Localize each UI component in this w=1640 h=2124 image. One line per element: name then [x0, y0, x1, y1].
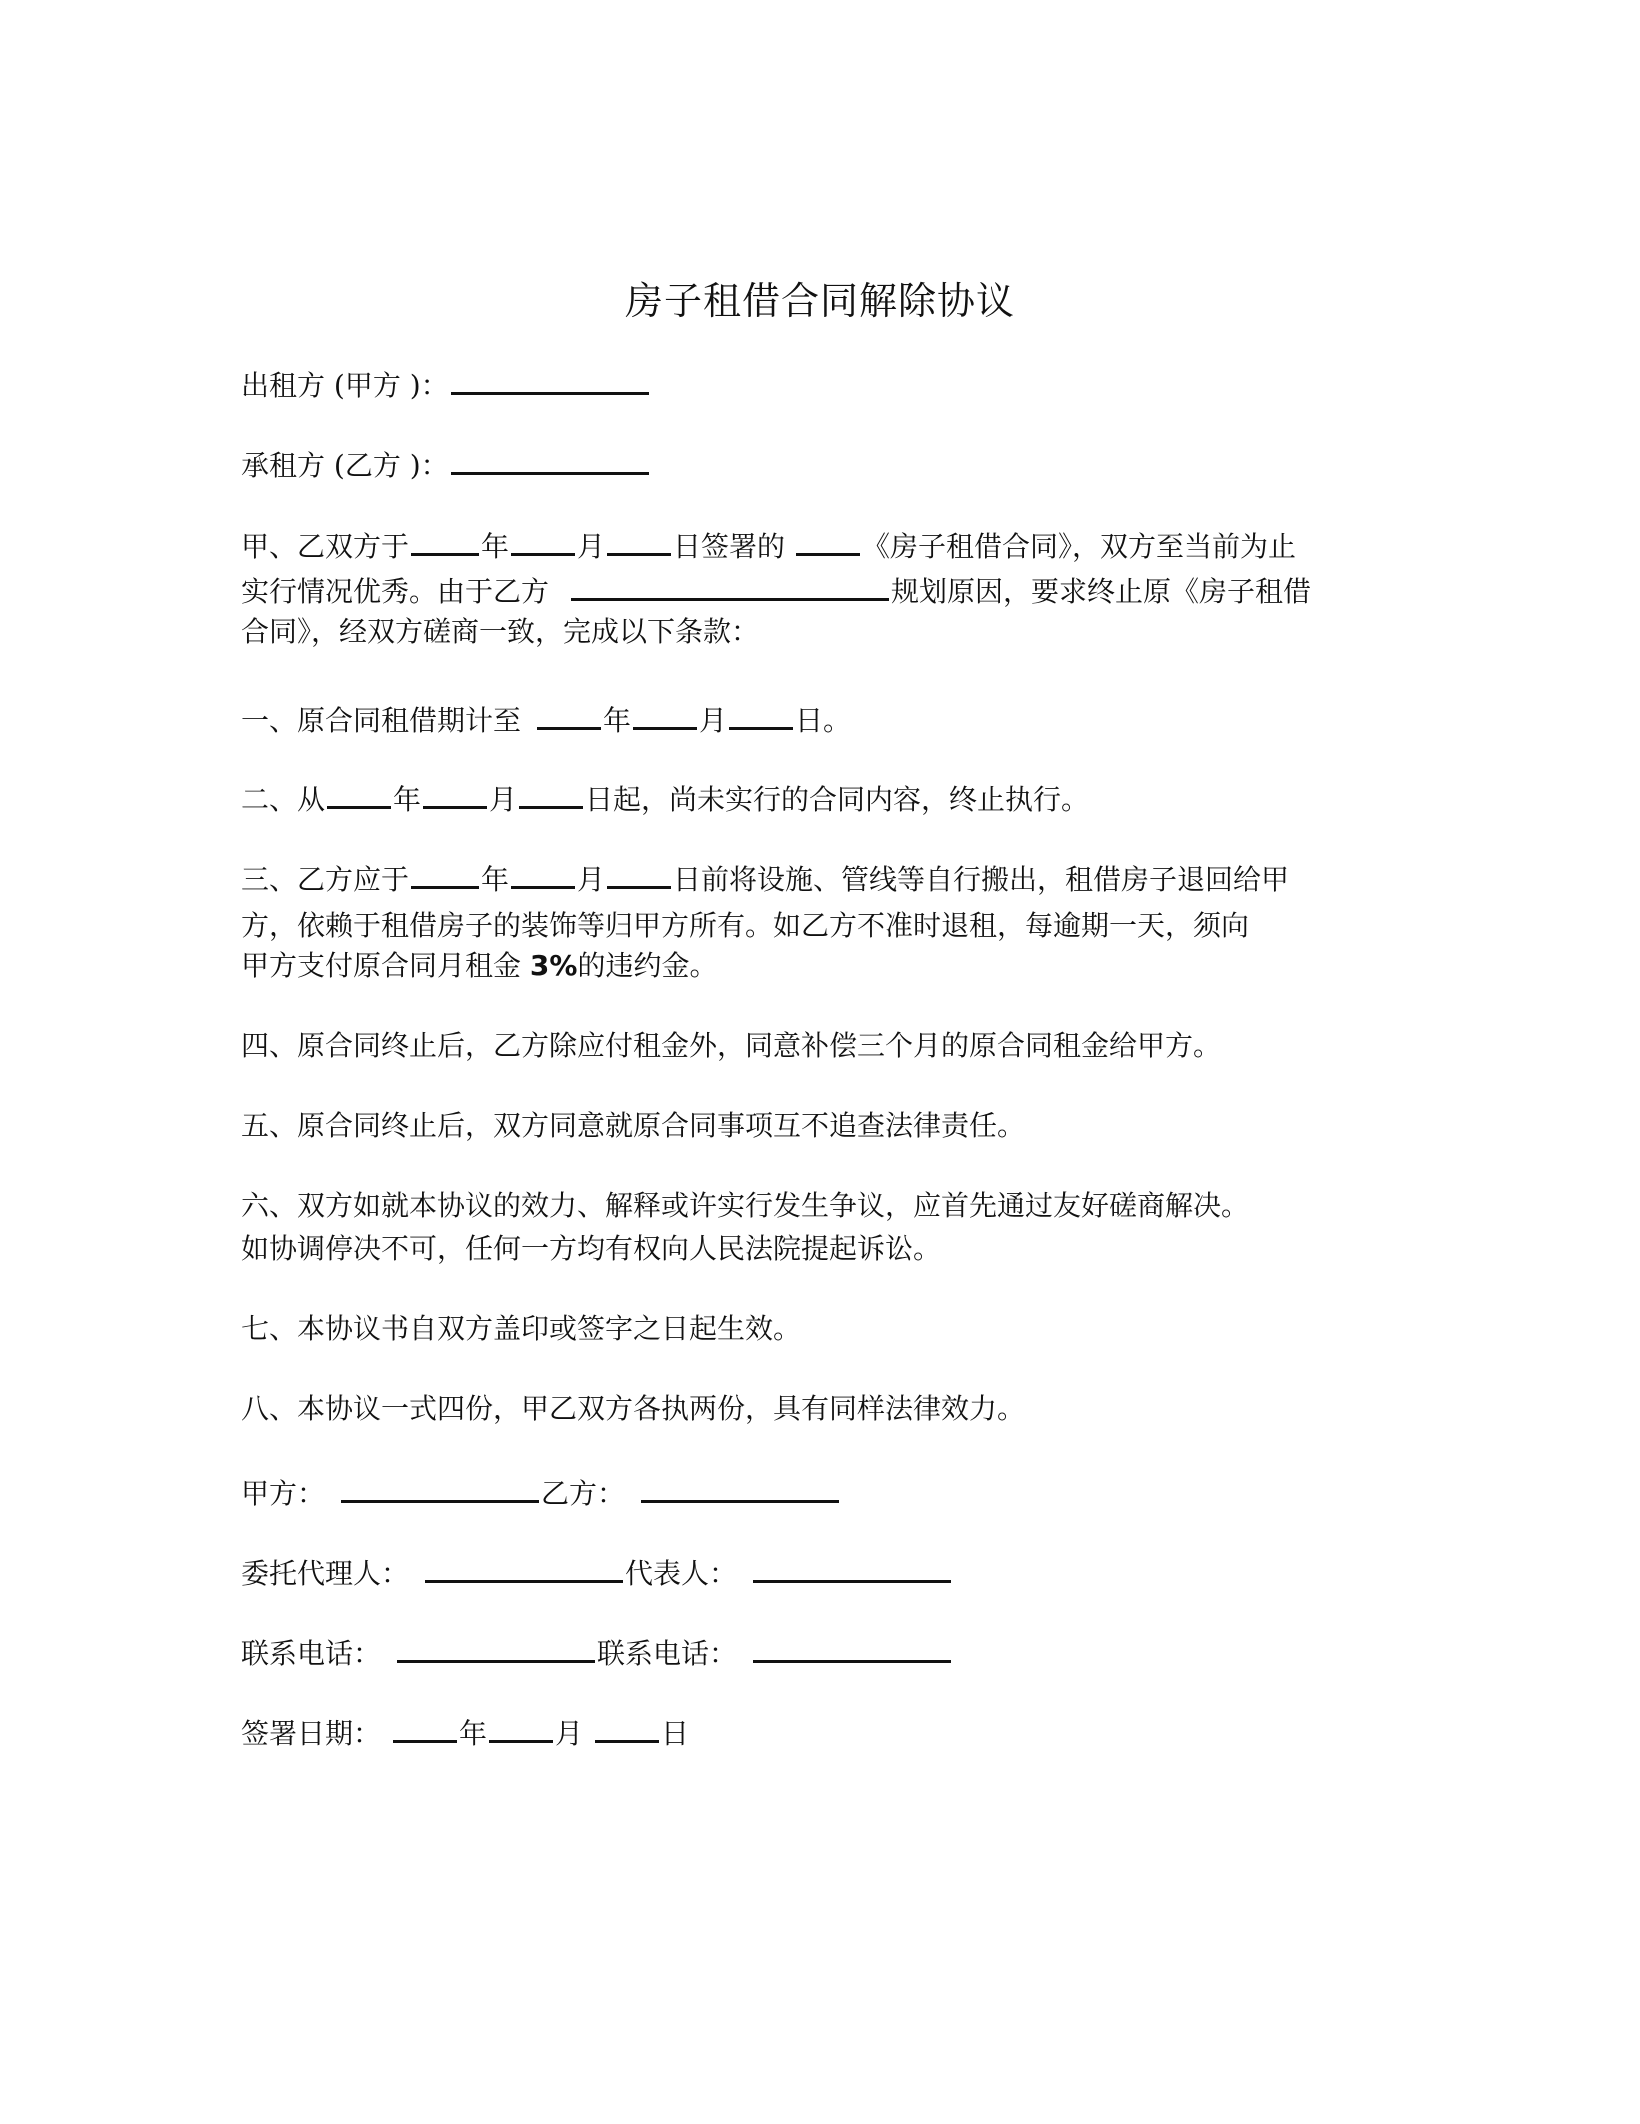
party-b-label: 乙方：	[541, 1477, 626, 1510]
clause-2	[241, 776, 1089, 820]
lessee-blank[interactable]	[451, 442, 649, 475]
penalty-rate: 3%	[529, 949, 578, 982]
clause-8: 八、本协议一式四份，甲乙双方各执两份，具有同样法律效力。	[241, 1392, 1026, 1425]
intro-text: 甲、乙双方于	[241, 530, 410, 563]
clause-2-month-label: 月	[489, 783, 518, 816]
clause-6-line-1: 六、双方如就本协议的效力、解释或许实行发生争议，应首先通过友好磋商解决。	[241, 1189, 1250, 1222]
clause-3-line-2-text: 方，依赖于租借房子的装饰等归甲方所有。如乙方不准时退租，每逾期一天，须向	[241, 909, 1250, 942]
clause-2-year-blank[interactable]	[327, 776, 391, 809]
date-month-label: 月	[555, 1717, 584, 1750]
clause-3-year-label: 年	[481, 863, 510, 896]
phone-a-label: 联系电话：	[241, 1637, 382, 1670]
intro-line-2	[241, 568, 1311, 612]
clause-1-day-label: 日。	[795, 704, 852, 737]
clause-1-month-blank[interactable]	[633, 697, 697, 730]
document-title: 房子租借合同解除协议	[624, 279, 1015, 323]
representative-blank[interactable]	[753, 1550, 951, 1583]
clause-1-year-blank[interactable]	[537, 697, 601, 730]
clause-1-month-label: 月	[699, 704, 728, 737]
signature-parties	[241, 1470, 841, 1514]
clause-3-penalty-end: 的违约金。	[577, 949, 718, 982]
signature-agents	[241, 1550, 953, 1594]
intro-month-blank[interactable]	[511, 523, 575, 556]
lessee-label: 承租方 (乙方 )：	[241, 449, 449, 482]
clause-3-line-3	[241, 946, 717, 986]
clause-3-line-2	[241, 906, 1249, 946]
party-a-label: 甲方：	[241, 1477, 326, 1510]
date-day-blank[interactable]	[595, 1710, 659, 1743]
clause-1-text: 一、原合同租借期计至	[241, 704, 522, 737]
phone-a-blank[interactable]	[397, 1630, 595, 1663]
signature-phones	[241, 1630, 953, 1674]
clause-1	[241, 697, 851, 741]
lessor-blank[interactable]	[451, 362, 649, 395]
clause-3-month-label: 月	[577, 863, 606, 896]
lessor-line	[241, 362, 651, 406]
intro-line-1	[241, 523, 1296, 567]
agent-blank[interactable]	[425, 1550, 623, 1583]
clause-1-day-blank[interactable]	[729, 697, 793, 730]
representative-label: 代表人：	[625, 1557, 738, 1590]
intro-signed-text: 日签署的	[673, 530, 786, 563]
date-day-label: 日	[661, 1717, 690, 1750]
lessor-label: 出租方 (甲方 )：	[241, 369, 449, 402]
agent-label: 委托代理人：	[241, 1557, 410, 1590]
signature-date	[241, 1710, 689, 1754]
clause-6-line-2: 如协调停决不可，任何一方均有权向人民法院提起诉讼。	[241, 1232, 942, 1265]
clause-3-month-blank[interactable]	[511, 856, 575, 889]
date-year-label: 年	[459, 1717, 488, 1750]
party-b-blank[interactable]	[641, 1470, 839, 1503]
intro-year-blank[interactable]	[411, 523, 479, 556]
clause-2-day-blank[interactable]	[519, 776, 583, 809]
date-month-blank[interactable]	[489, 1710, 553, 1743]
clause-1-year-label: 年	[603, 704, 632, 737]
intro-terminate-text: 规划原因，要求终止原《房子租借	[891, 575, 1312, 608]
clause-3-day-blank[interactable]	[607, 856, 671, 889]
lessee-line	[241, 442, 651, 486]
intro-year-label: 年	[481, 530, 510, 563]
intro-reason-blank[interactable]	[571, 568, 889, 601]
intro-agree-text: 合同》，经双方磋商一致，完成以下条款：	[241, 615, 760, 648]
date-year-blank[interactable]	[393, 1710, 457, 1743]
clause-3-rest-text: 日前将设施、管线等自行搬出，租借房子退回给甲	[673, 863, 1290, 896]
intro-contract-blank[interactable]	[796, 523, 860, 556]
phone-b-label: 联系电话：	[597, 1637, 738, 1670]
intro-contract-text: 《房子租借合同》，双方至当前为止	[861, 530, 1296, 563]
party-a-blank[interactable]	[341, 1470, 539, 1503]
phone-b-blank[interactable]	[753, 1630, 951, 1663]
clause-3-year-blank[interactable]	[411, 856, 479, 889]
intro-month-label: 月	[577, 530, 606, 563]
date-label: 签署日期：	[241, 1717, 382, 1750]
clause-5: 五、原合同终止后，双方同意就原合同事项互不追查法律责任。	[241, 1109, 1026, 1142]
clause-3-line-1	[241, 856, 1289, 900]
clause-2-rest-text: 日起，尚未实行的合同内容，终止执行。	[585, 783, 1090, 816]
intro-line-3	[241, 612, 759, 652]
clause-3-penalty-text: 甲方支付原合同月租金	[241, 949, 522, 982]
clause-2-year-label: 年	[393, 783, 422, 816]
clause-7: 七、本协议书自双方盖印或签字之日起生效。	[241, 1312, 802, 1345]
intro-day-blank[interactable]	[607, 523, 671, 556]
clause-4: 四、原合同终止后，乙方除应付租金外，同意补偿三个月的原合同租金给甲方。	[241, 1029, 1222, 1062]
intro-reason-text: 实行情况优秀。由于乙方	[241, 575, 550, 608]
clause-3-text: 三、乙方应于	[241, 863, 410, 896]
clause-2-text: 二、从	[241, 783, 326, 816]
clause-2-month-blank[interactable]	[423, 776, 487, 809]
